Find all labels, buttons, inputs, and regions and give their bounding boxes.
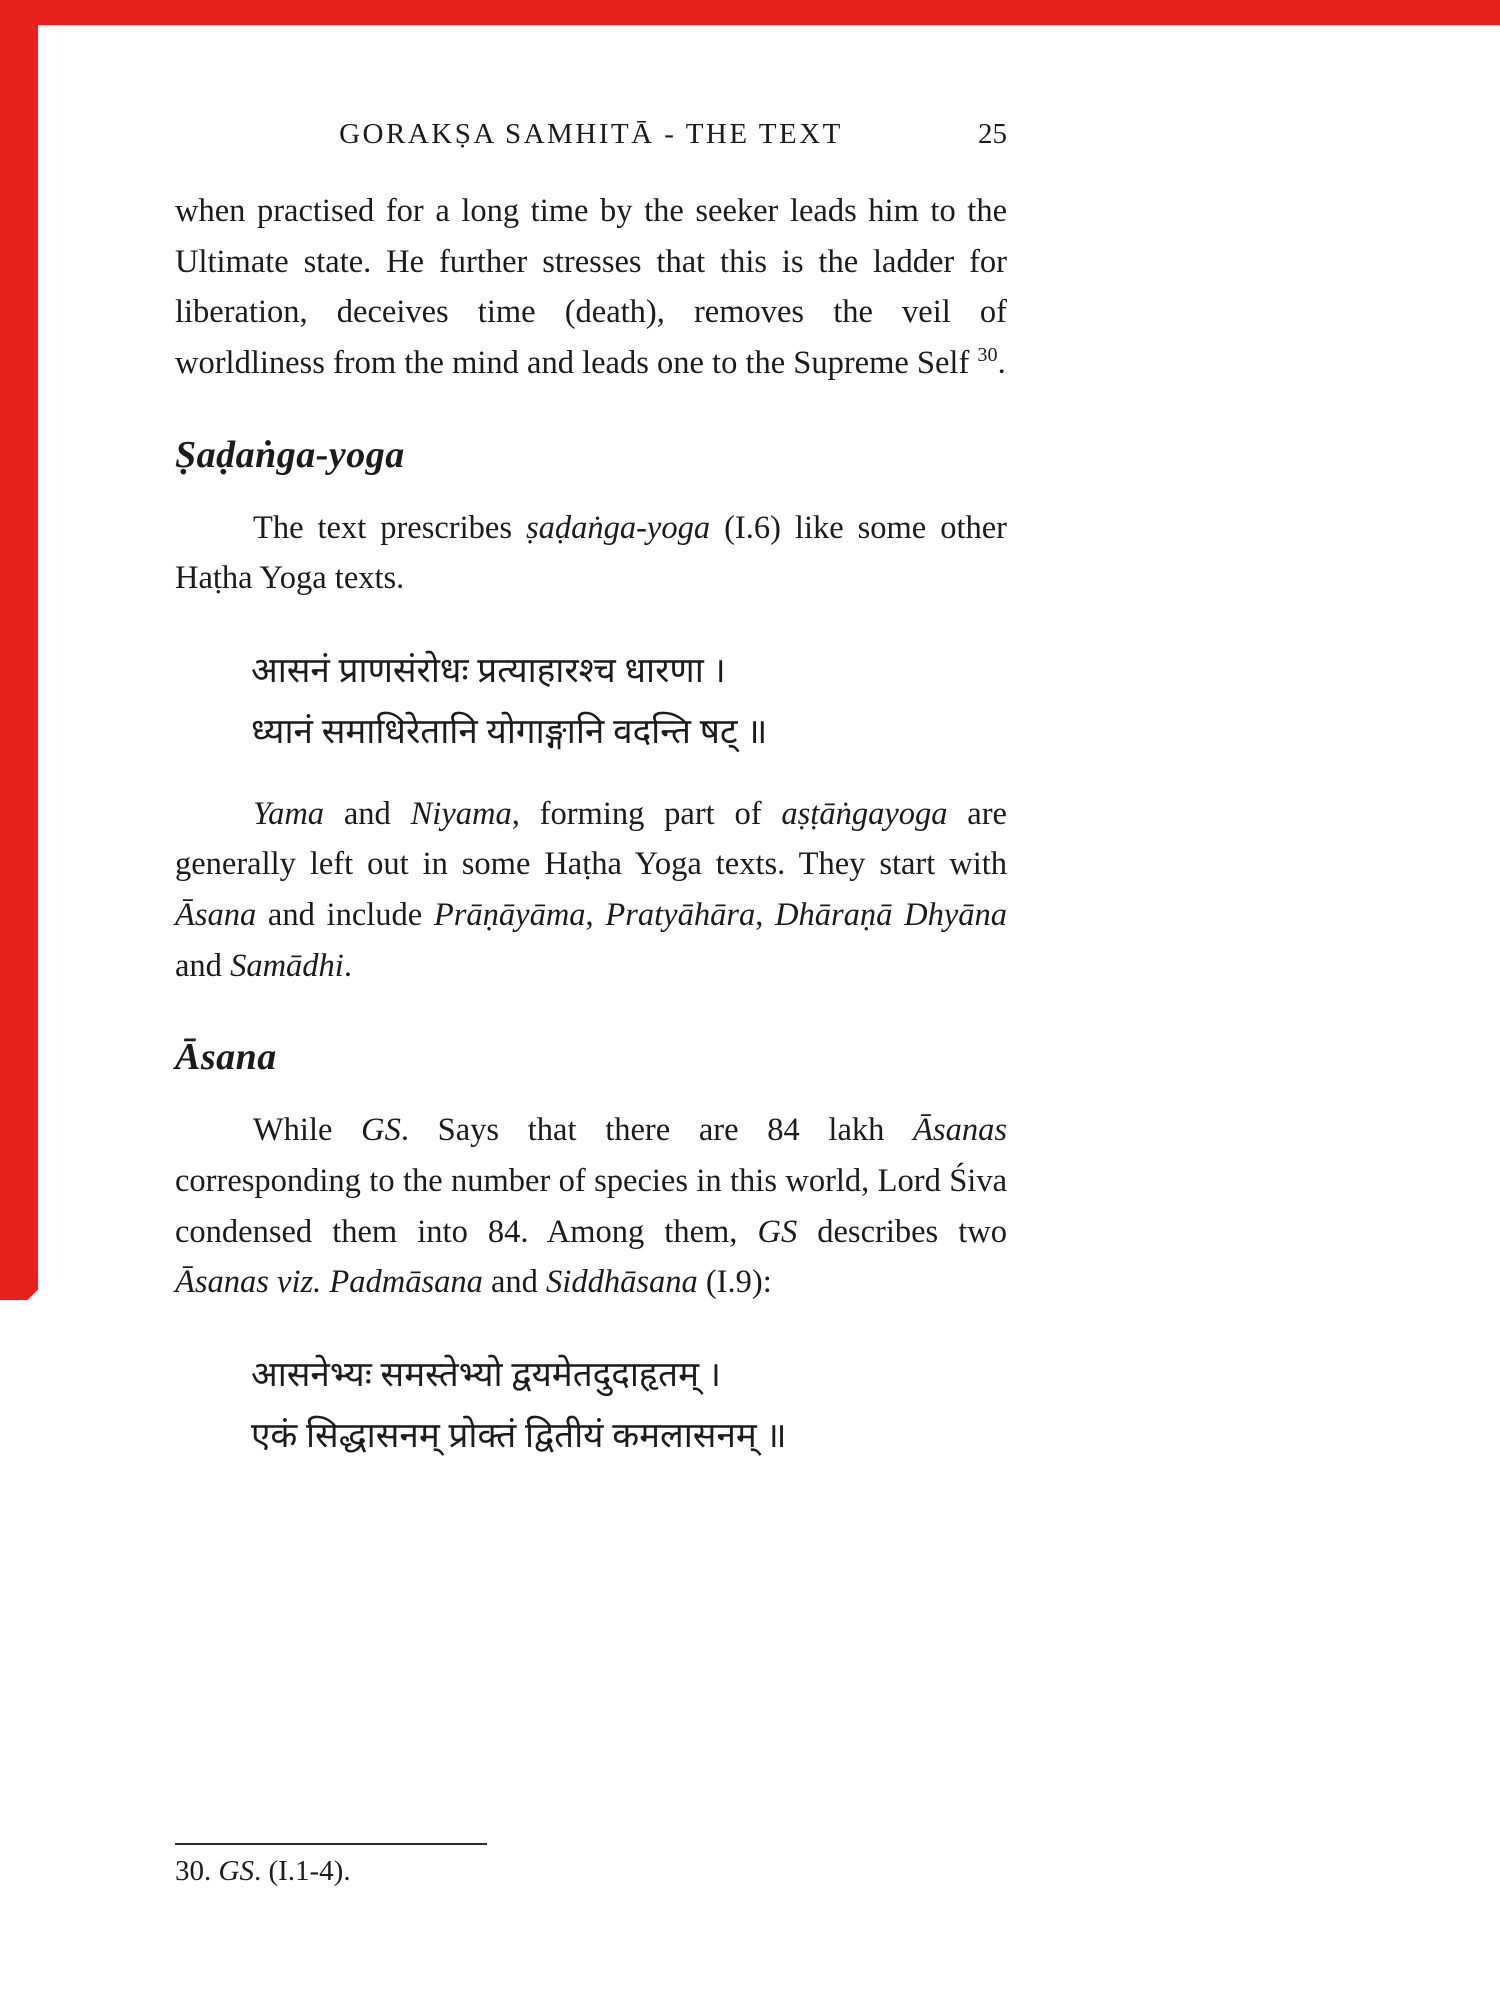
sanskrit-verse-2 (251, 1344, 1007, 1467)
paragraph-asana-intro: While GS. Says that there are 84 lakh Āsanas corresponding to the number of species in this world, Lord Śiva condensed them into 84. Among them, GS describes two Āsanas viz. Padmāsana and Siddhāsana (I.9): (175, 1112, 1007, 1301)
paragraph-yama-niyama: Yama and Niyama, forming part of aṣṭāṅgayoga are generally left out in some Haṭha Yoga texts. They start with Āsana and include Prāṇāyāma, Pratyāhāra, Dhāraṇā Dhyāna and Samādhi. (175, 795, 1007, 984)
sanskrit-verse-line: आसनं प्राणसंरोधः प्रत्याहारश्च धारणा । (251, 651, 726, 691)
section-heading-asana: Āsana (175, 1036, 277, 1079)
sanskrit-verse-line: एकं सिद्धासनम् प्रोक्तं द्वितीयं कमलासनम् ॥ (251, 1416, 787, 1456)
scan-edge-top (0, 0, 1500, 25)
sanskrit-verse-1 (251, 640, 1007, 763)
sanskrit-verse-line: आसनेभ्यः समस्तेभ्यो द्वयमेतदुदाहृतम् । (251, 1355, 722, 1395)
footnote-area (175, 1843, 1007, 1888)
page-number: 25 (978, 118, 1007, 150)
section-heading-sadanga-yoga: Ṣaḍaṅga-yoga (175, 433, 405, 476)
paragraph-continuation: when practised for a long time by the seeker leads him to the Ultimate state. He further stresses that this is the ladder for liberation, deceives time (death), removes the veil of worldliness from the mind and leads one to the Supreme Self $^{30}$. (175, 193, 1007, 382)
page-text-column (175, 118, 1007, 1473)
footnote: 30. GS. (I.1-4). (175, 1855, 351, 1887)
footnote-rule (175, 1843, 487, 1845)
running-title: GORAKṢA SAMHITĀ - THE TEXT (339, 118, 843, 150)
page-header (175, 118, 1007, 164)
scan-edge-left (0, 0, 38, 1300)
paragraph-sadanga-intro: The text prescribes ṣaḍaṅga-yoga (I.6) like some other Haṭha Yoga texts. (175, 509, 1007, 597)
sanskrit-verse-line: ध्यानं समाधिरेतानि योगाङ्गानि वदन्ति षट् ॥ (251, 712, 768, 752)
